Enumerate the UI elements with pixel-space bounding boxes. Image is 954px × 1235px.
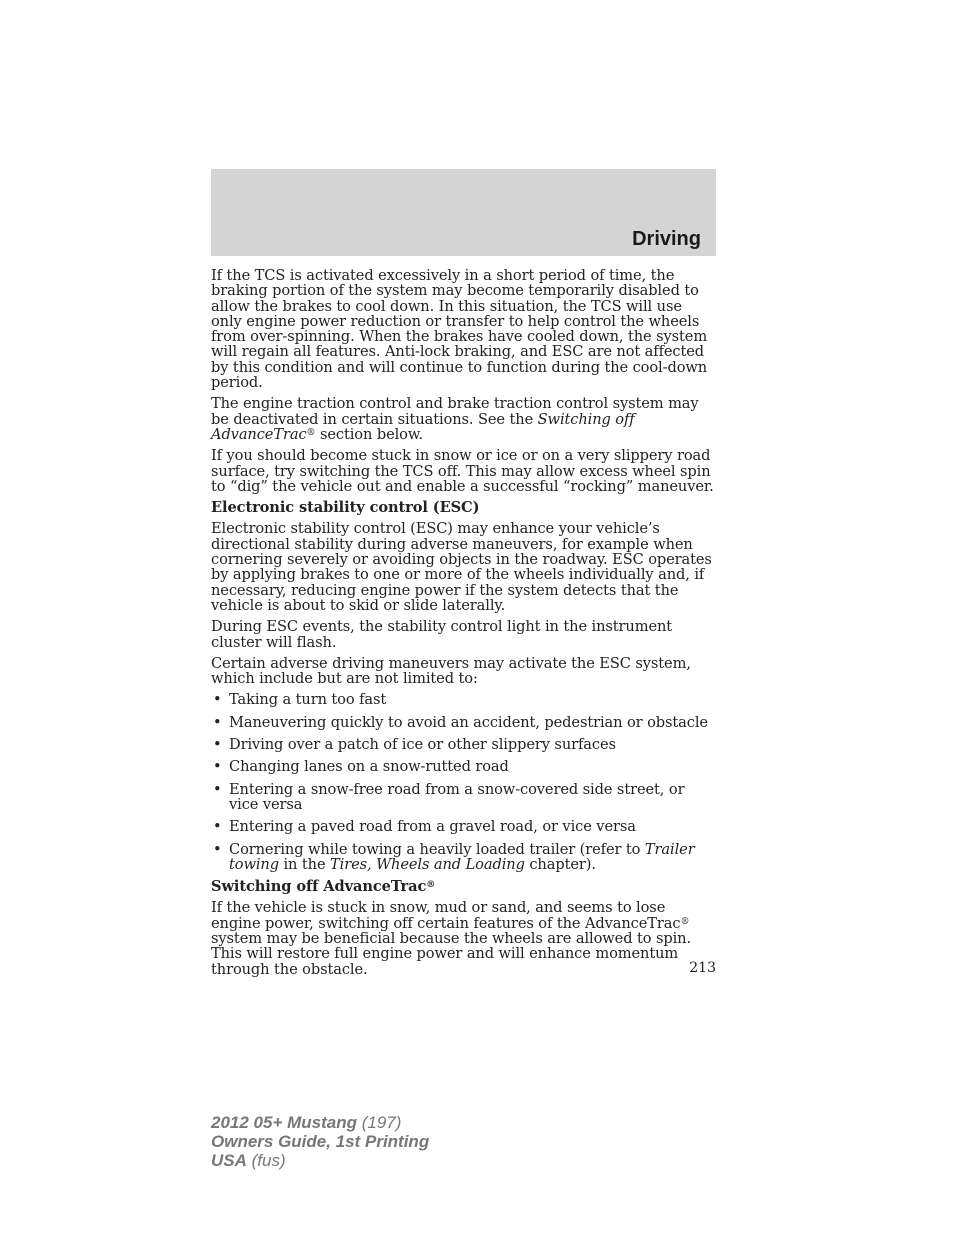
text: chapter).: [524, 855, 596, 873]
list-item: • Entering a paved road from a gravel road, or vice versa: [211, 819, 716, 834]
list-item: • Taking a turn too fast: [211, 692, 716, 707]
list-item: • Entering a snow-free road from a snow-covered side street, or vice versa: [211, 782, 716, 813]
footer-model: 2012 05+ Mustang: [211, 1113, 357, 1132]
text: Switching off AdvanceTrac: [211, 878, 427, 896]
paragraph: If the TCS is activated excessively in a short period of time, the braking portion of the system may become temporarily disabled to allow the brakes to cool down. In this situation, the TCS will use only engine power reduction or transfer to help control the wheels from over-spinning. When the brakes have cooled down, the system will regain all features. Anti-lock braking, and ESC are not affected by this condition and will continue to function during the cool-down period.: [211, 267, 708, 392]
list-item: [211, 842, 716, 873]
list-item: • Maneuvering quickly to avoid an accident, pedestrian or obstacle: [211, 715, 716, 730]
cross-reference: Tires, Wheels and Loading: [330, 855, 525, 873]
footer-code: (197): [357, 1113, 402, 1132]
list-item: • Changing lanes on a snow-rutted road: [211, 759, 716, 774]
section-header-band: [211, 169, 716, 256]
cross-reference: Trailer towing: [229, 840, 695, 873]
text: in the: [278, 855, 331, 873]
subheading-switching-off: [211, 879, 716, 894]
footer-region-code: (fus): [246, 1151, 286, 1170]
text: system may be beneficial because the wheels are allowed to spin. This will restore full engine power and will enhance momentum through the obstacle.: [211, 929, 691, 978]
text: If the vehicle is stuck in snow, mud or sand, and seems to lose engine power, switching off certain features of the AdvanceTrac: [211, 899, 681, 932]
paragraph: [211, 396, 716, 442]
page-content: [211, 268, 716, 983]
registered-mark: ®: [426, 880, 436, 891]
paragraph: If you should become stuck in snow or ice or on a very slippery road surface, try switching the TCS off. This may allow excess wheel spin to “dig” the vehicle out and enable a successful “rocking” maneuver.: [211, 447, 714, 495]
footer-line: [211, 1151, 429, 1170]
paragraph: [211, 900, 716, 976]
page-number: 213: [689, 960, 716, 976]
section-title: Driving: [632, 228, 701, 250]
subheading-esc: Electronic stability control (ESC): [211, 499, 480, 517]
bullet-list: [211, 692, 716, 872]
paragraph: During ESC events, the stability control light in the instrument cluster will flash.: [211, 618, 673, 651]
text: The engine traction control and brake traction control system may be deactivated in certain situations. See the: [211, 395, 699, 428]
paragraph: Electronic stability control (ESC) may enhance your vehicle’s directional stability during adverse maneuvers, for example when cornering severely or avoiding objects in the roadway. ESC operates by applying brakes to one or more of the wheels individually and, if necessary, reducing engine power if the system detects that the vehicle is about to skid or slide laterally.: [211, 520, 712, 614]
text: section below.: [315, 425, 424, 443]
registered-mark: ®: [680, 916, 690, 927]
footer-line: [211, 1132, 429, 1151]
text: Cornering while towing a heavily loaded trailer (refer to: [229, 840, 645, 858]
list-item: • Driving over a patch of ice or other slippery surfaces: [211, 737, 716, 752]
footer-line: [211, 1113, 429, 1132]
footer-region: USA: [211, 1151, 247, 1170]
cross-reference: Switching off AdvanceTrac: [211, 410, 635, 443]
paragraph: Certain adverse driving maneuvers may activate the ESC system, which include but are not limited to:: [211, 654, 691, 688]
registered-mark: ®: [306, 427, 316, 438]
footer-guide: Owners Guide, 1st Printing: [211, 1132, 430, 1151]
document-footer: [211, 1113, 429, 1170]
